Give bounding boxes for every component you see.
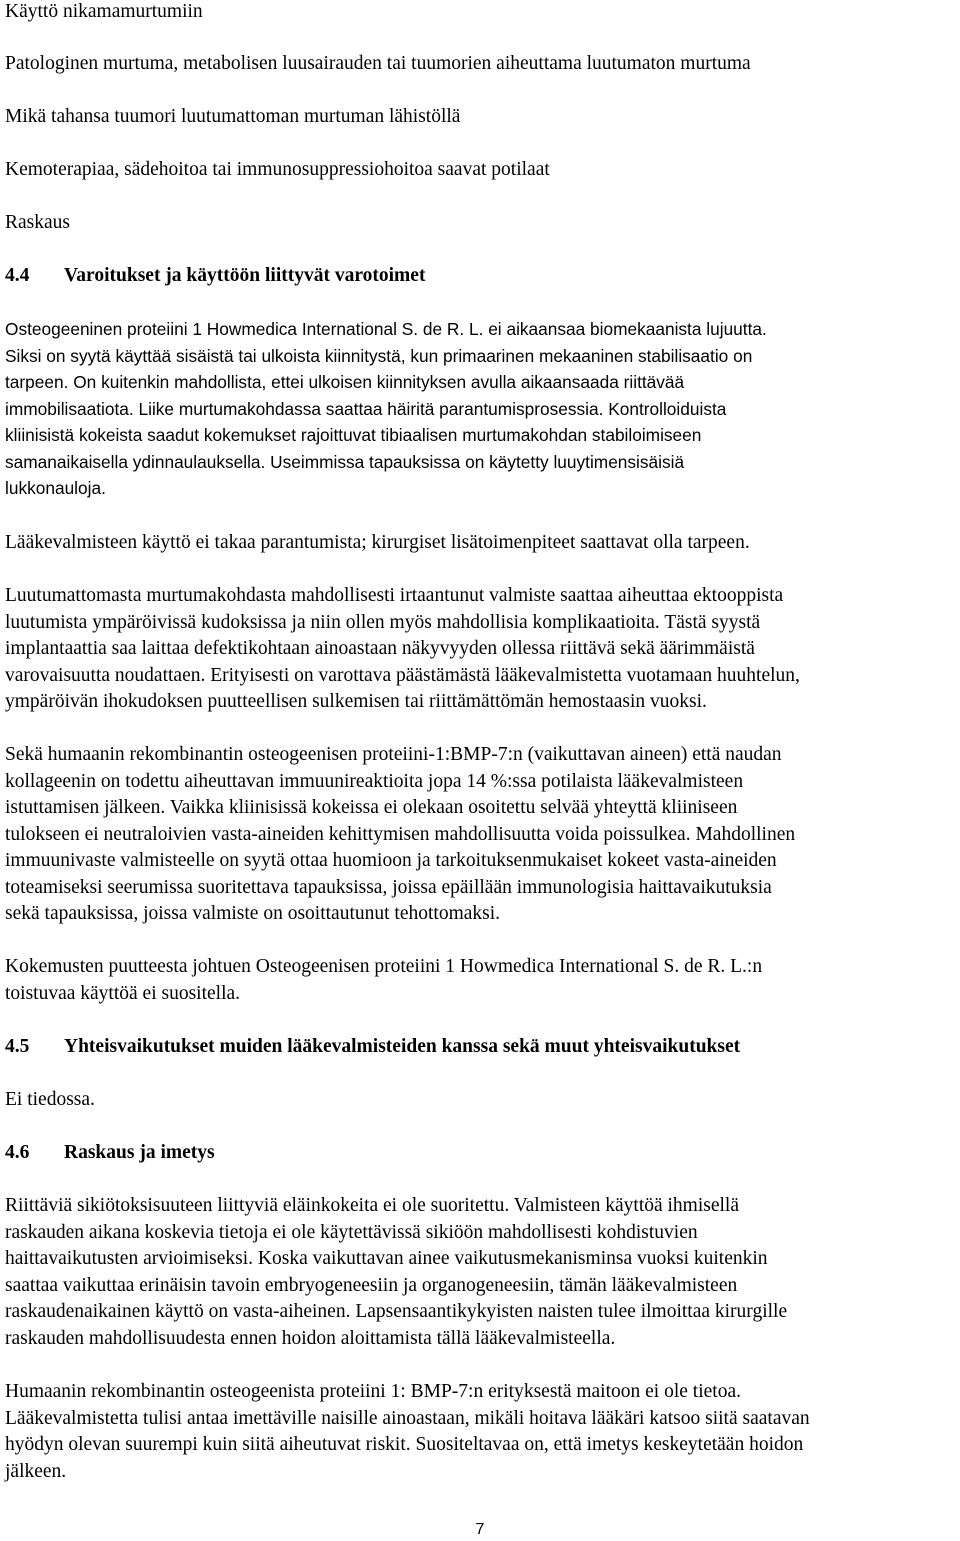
list-title: Käyttö nikamamurtumiin: [5, 1, 203, 22]
paragraph: Osteogeeninen proteiini 1 Howmedica International S. de R. L. ei aikaansaa biomekaanista lujuutta. Siksi on syytä käyttää sisäistä tai ulkoista kiinnitystä, kun primaarinen mekaaninen stabilisaatio on tarpeen. On kuitenkin mahdollista, ettei ulkoisen kiinnityksen avulla aikaansaada riittävää immobilisaatiota. Liike murtumakohdassa saattaa häiritä parantumisprosessia. Kontrolloiduista kliinisistä kokeista saadut kokemukset rajoittuvat tibiaalisen murtumakohdan stabiloimiseen samanaikaisella ydinnaulauksella. Useimmissa tapauksissa on käytetty luuytimensisäisiä lukkonauloja.: [5, 319, 767, 498]
section-number: 4.5: [5, 1036, 30, 1057]
list-item: Patologinen murtuma, metabolisen luusairauden tai tuumorien aiheuttama luutumaton murtuma: [5, 53, 751, 74]
section-title: Yhteisvaikutukset muiden lääkevalmisteiden kanssa sekä muut yhteisvaikutukset: [64, 1036, 741, 1057]
section-title: Raskaus ja imetys: [64, 1142, 215, 1163]
section-heading-4-5: [5, 1034, 740, 1061]
paragraph: Riittäviä sikiötoksisuuteen liittyviä eläinkokeita ei ole suoritettu. Valmisteen käyttöä ihmisellä raskauden aikana koskevia tietoja ei ole käytettävissä sikiöön mahdollisesti kohdistuvien haittavaikutusten arvioimiseksi. Koska vaikuttavan ainee vaikutusmekanisminsa vuoksi kuitenkin saattaa vaikuttaa erinäisin tavoin embryogeneesiin ja organogeneesiin, tämän lääkevalmisteen raskaudenaikainen käyttö on vasta-aiheinen. Lapsensaantikykyisten naisten tulee ilmoittaa kirurgille raskauden mahdollisuudesta ennen hoidon aloittamista tällä lääkevalmisteella.: [5, 1195, 788, 1349]
section-number: 4.6: [5, 1142, 30, 1163]
paragraph: Luutumattomasta murtumakohdasta mahdollisesti irtaantunut valmiste saattaa aiheuttaa ektooppista luutumista ympäröivissä kudoksissa ja niin ollen myös mahdollisia komplikaatioita. Tästä syystä implantaattia saa laittaa defektikohtaan ainoastaan näkyvyyden ollessa riittävä sekä äärimmäistä varovaisuutta noudattaen. Erityisesti on varottava päästämästä lääkevalmistetta vuotamaan huuhtelun, ympäröivän ihokudoksen puutteellisen sulkemisen tai riittämättömän hemostaasin vuoksi.: [5, 585, 800, 712]
list-item: Kemoterapiaa, sädehoitoa tai immunosuppressiohoitoa saavat potilaat: [5, 159, 550, 180]
list-item: Mikä tahansa tuumori luutumattoman murtuman lähistöllä: [5, 106, 461, 127]
section-number: 4.4: [5, 265, 30, 286]
paragraph: Sekä humaanin rekombinantin osteogeenisen proteiini-1:BMP-7:n (vaikuttavan aineen) että naudan kollageenin on todettu aiheuttavan immuunireaktioita jopa 14 %:ssa potilaista lääkevalmisteen istuttamisen jälkeen. Vaikka kliinisissä kokeissa ei olekaan osoitettu selvää yhteyttä kliiniseen tulokseen ei neutraloivien vasta-aineiden kehittymisen mahdollisuutta voida poissulkea. Mahdollinen immuunivaste valmisteelle on syytä ottaa huomioon ja tarkoituksenmukaiset kokeet vasta-aineiden toteamiseksi seerumissa suoritettava tapauksissa, joissa epäillään immunologisia haittavaikutuksia sekä tapauksissa, joissa valmiste on osoittautunut tehottomaksi.: [5, 744, 796, 924]
paragraph: Ei tiedossa.: [5, 1089, 95, 1110]
section-heading-4-6: [5, 1140, 215, 1167]
section-heading-4-4: [5, 263, 425, 290]
list-item: Raskaus: [5, 212, 70, 233]
paragraph: Kokemusten puutteesta johtuen Osteogeenisen proteiini 1 Howmedica International S. de R. L.:n toistuvaa käyttöä ei suositella.: [5, 956, 763, 1004]
section-title: Varoitukset ja käyttöön liittyvät varotoimet: [64, 265, 426, 286]
paragraph: Humaanin rekombinantin osteogeenista proteiini 1: BMP-7:n erityksestä maitoon ei ole tietoa. Lääkevalmistetta tulisi antaa imettäville naisille ainoastaan, mikäli hoitava lääkäri katsoo siitä saatavan hyödyn olevan suurempi kuin siitä aiheutuvat riskit. Suositeltavaa on, että imetys keskeytetään hoidon jälkeen.: [5, 1381, 810, 1482]
paragraph: Lääkevalmisteen käyttö ei takaa parantumista; kirurgiset lisätoimenpiteet saattavat olla tarpeen.: [5, 532, 750, 553]
page-number: 7: [475, 1521, 485, 1538]
